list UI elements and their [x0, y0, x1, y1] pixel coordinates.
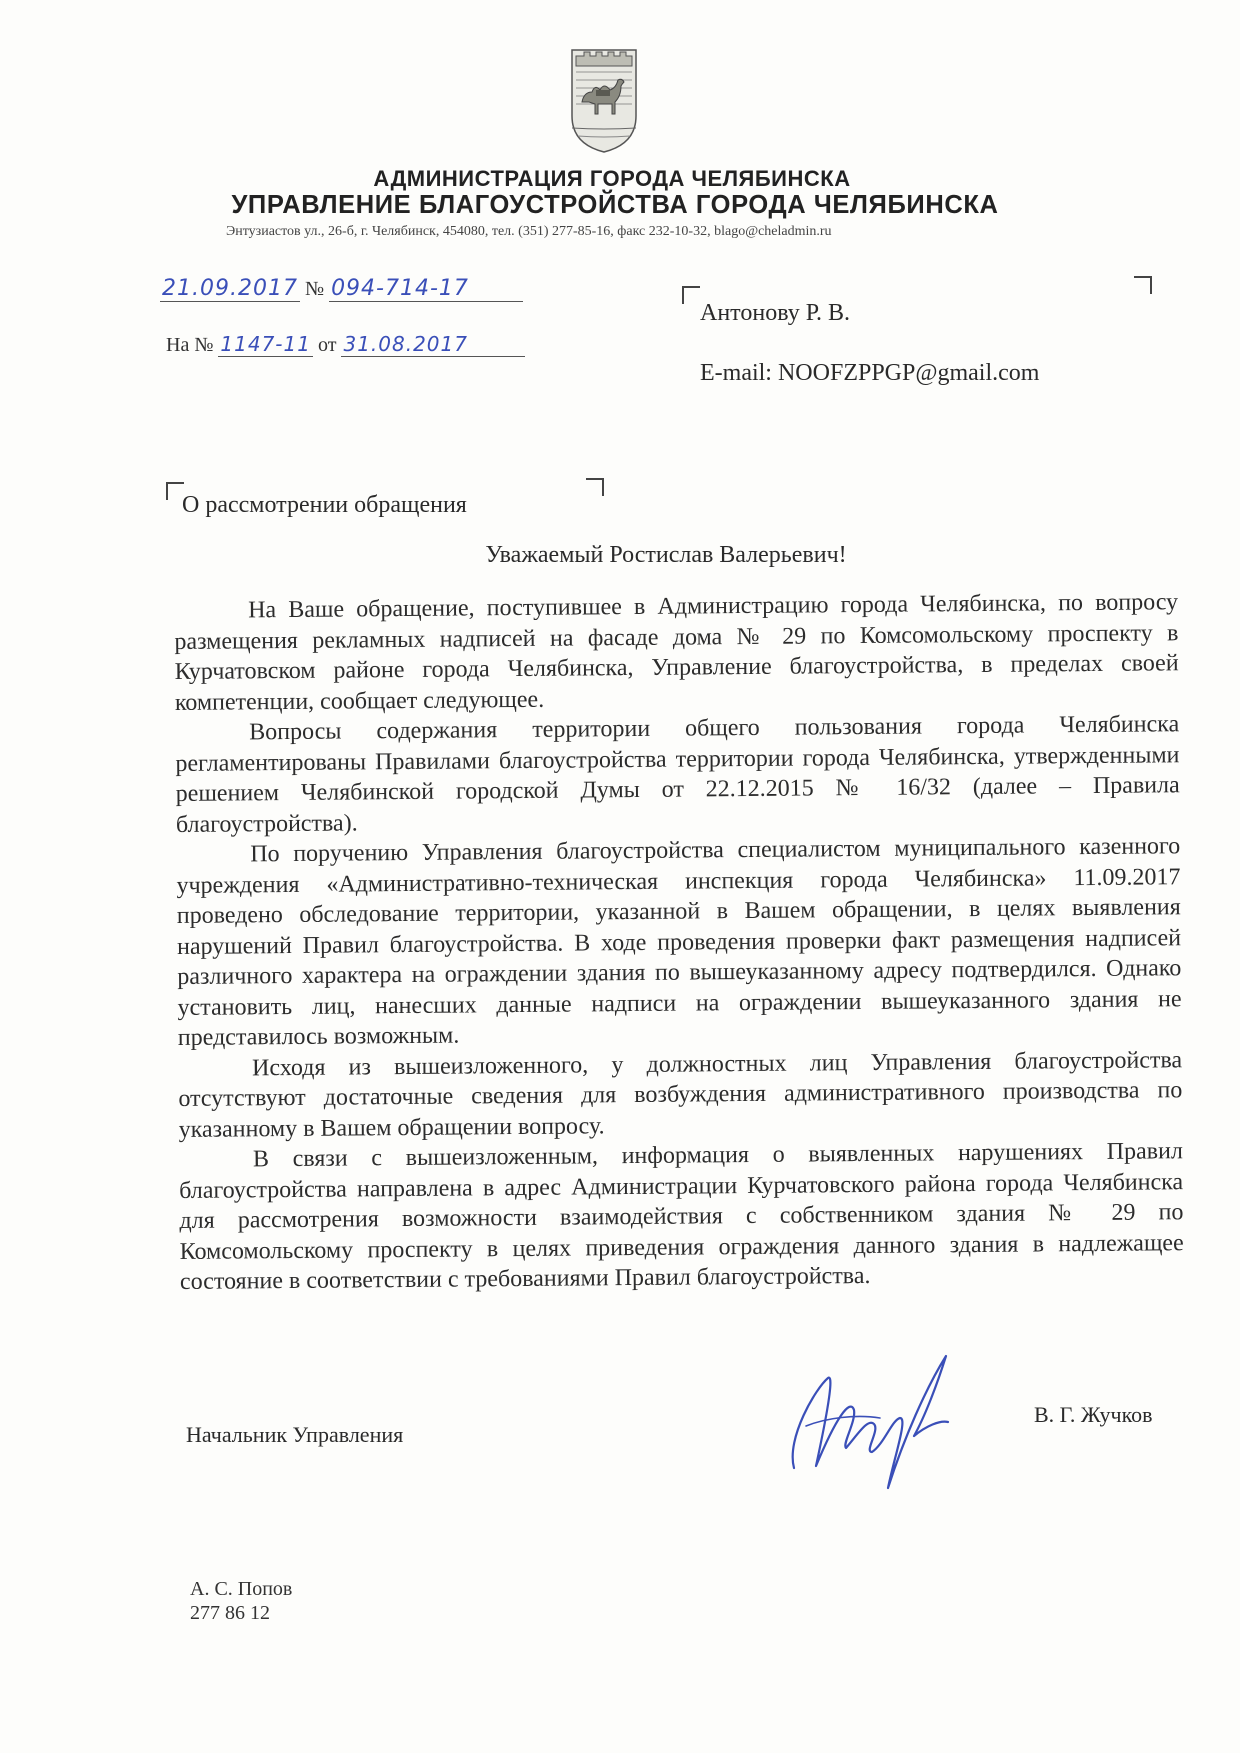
greeting: Уважаемый Ростислав Валерьевич! [485, 542, 847, 568]
executor-phone: 277 86 12 [190, 1602, 270, 1624]
incoming-reference [166, 332, 525, 357]
department-contacts: Энтузиастов ул., 26-б, г. Челябинск, 454080, тел. (351) 277-85-16, факс 232-10-32, blago@cheladmin.ru [226, 224, 832, 239]
outgoing-number: 094-714-17 [329, 276, 523, 302]
addressee-corner-left [682, 286, 700, 304]
outgoing-date: 21.09.2017 [162, 276, 298, 301]
from-label: от [317, 334, 337, 356]
signatory-name: В. Г. Жучков [1034, 1402, 1153, 1427]
letter-body [174, 587, 1184, 1297]
executor-name: А. С. Попов [190, 1578, 293, 1600]
addressee-corner-right [1134, 276, 1152, 294]
body-paragraph: В связи с вышеизложенным, информация о выявленных нарушениях Правил благоустройства направлена в адрес Администрации Курчатовского района города Челябинска для рассмотрения возможности взаимодействия с собственником здания № 29 по Комсомольскому проспекту в целях приведения ограждения данного здания в надлежащее состояние в соответствии с требованиями Правил благоустройства. [179, 1138, 1184, 1295]
body-paragraph: На Ваше обращение, поступившее в Администрацию города Челябинска, по вопросу размещения рекламных надписей на фасаде дома № 29 по Комсомольскому проспекту в Курчатовском районе города Челябинска, Управление благоустройства, в пределах своей компетенции, сообщает следующее. [174, 589, 1179, 716]
outgoing-registration [160, 276, 523, 302]
addressee-email: E-mail: NOOFZPPGP@gmail.com [700, 360, 1040, 386]
body-paragraph: По поручению Управления благоустройства специалистом муниципального казенного учреждения «Административно-техническая инспекция города Челябинска» 11.09.2017 проведено обследование территории, указанной в Вашем обращении, в целях выявления нарушений Правил благоустройства. В ходе проведения проверки факт размещения надписей различного характера на ограждении здания по вышеуказанному адресу подтвердился. Однако установить лиц, нанесших данные надписи на ограждении вышеуказанного здания не представилось возможным. [176, 833, 1182, 1051]
body-paragraph: Исходя из вышеизложенного, у должностных лиц Управления благоустройства отсутствуют достаточные сведения для возбуждения административного производства по указанному в Вашем обращении вопросу. [178, 1046, 1183, 1143]
handwritten-signature-icon [776, 1348, 966, 1498]
subject-corner-right [586, 478, 604, 496]
signatory-position: Начальник Управления [186, 1422, 404, 1447]
incoming-number: 1147-11 [220, 332, 311, 356]
addressee-name: Антонову Р. В. [700, 300, 851, 326]
organization-name: АДМИНИСТРАЦИЯ ГОРОДА ЧЕЛЯБИНСКА [373, 166, 851, 191]
incoming-date: 31.08.2017 [341, 332, 525, 357]
chelyabinsk-coat-of-arms-icon [568, 46, 640, 154]
letter-subject: О рассмотрении обращения [182, 492, 467, 518]
number-label: № [304, 278, 325, 300]
body-paragraph: Вопросы содержания территории общего пользования города Челябинска регламентированы Правилами благоустройства территории города Челябинска, утвержденными решением Челябинской городской Думы от 22.12.2015 № 16/32 (далее – Правила благоустройства). [175, 711, 1180, 838]
department-name: УПРАВЛЕНИЕ БЛАГОУСТРОЙСТВА ГОРОДА ЧЕЛЯБИНСКА [231, 191, 999, 219]
reply-prefix: На № [166, 334, 214, 356]
